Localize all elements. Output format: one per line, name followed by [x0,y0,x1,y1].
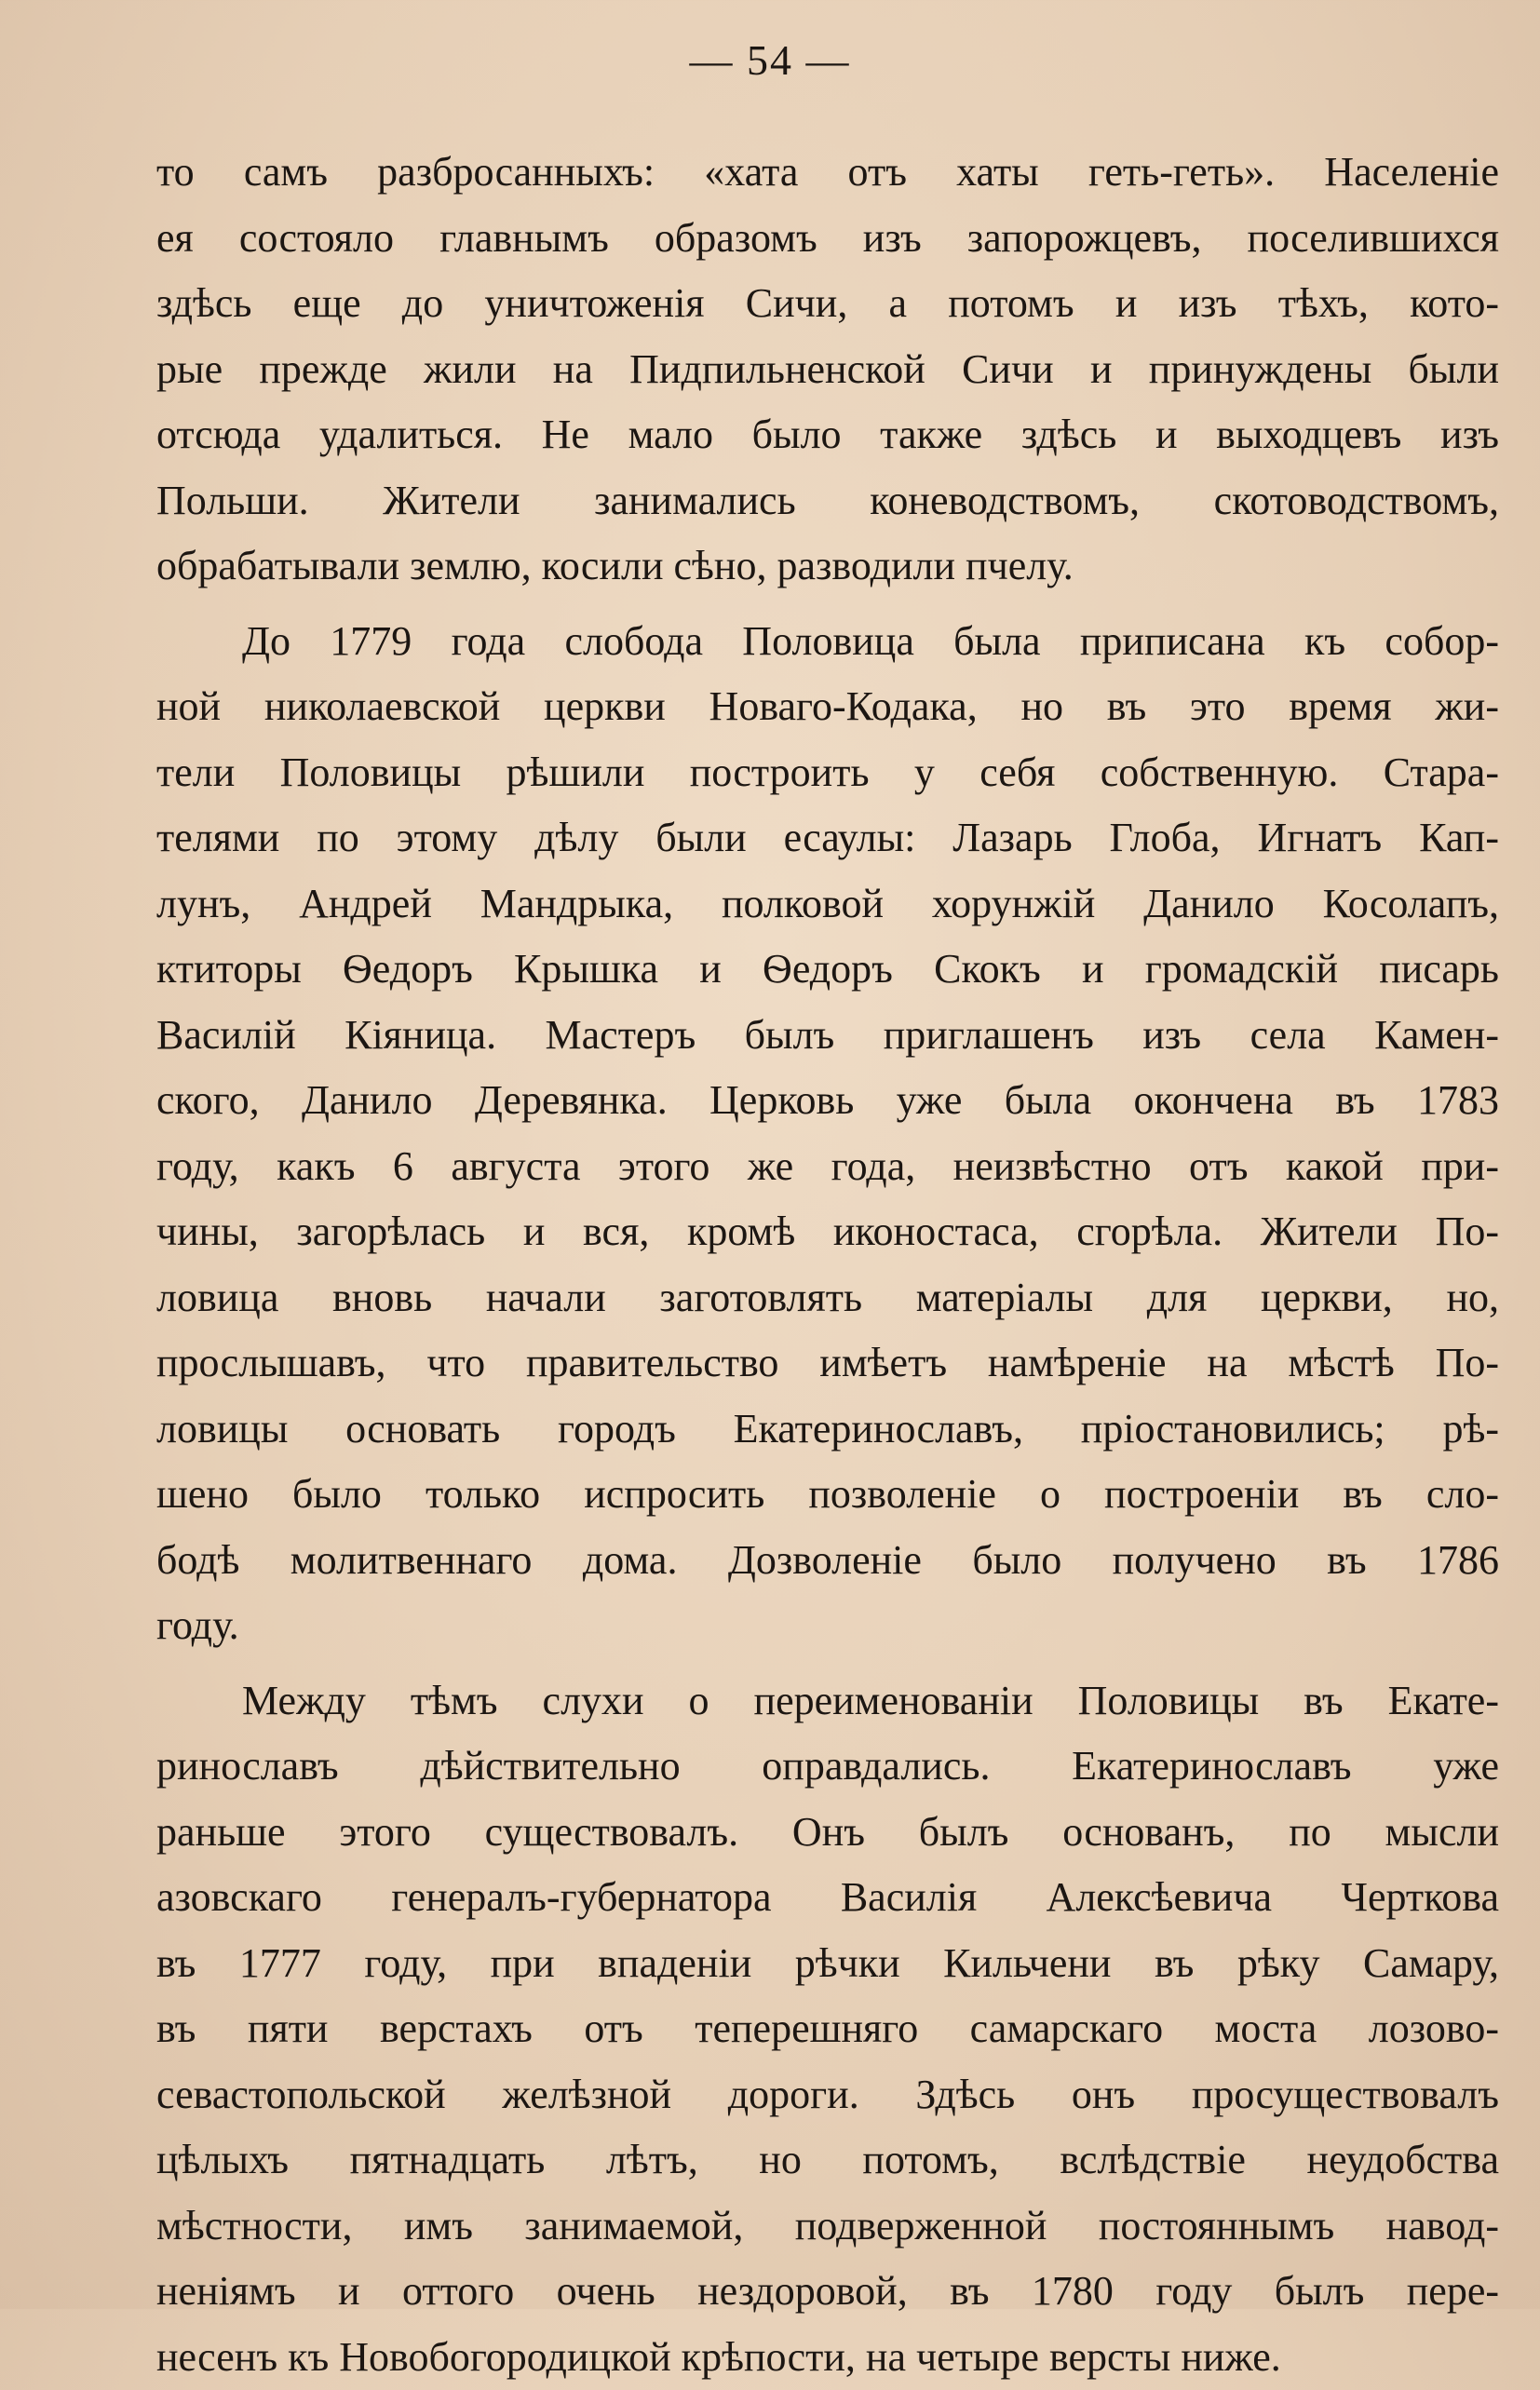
text-line: въ пяти верстахъ отъ теперешняго самарскаго моста лозово- [156,1996,1499,2062]
text-line: ной николаевской церкви Новаго-Кодака, но въ это время жи- [156,674,1499,740]
text-line: телями по этому дѣлу были есаулы: Лазарь Глоба, Игнатъ Кап- [156,805,1499,871]
text-line: прослышавъ, что правительство имѣетъ намѣреніе на мѣстѣ По- [156,1330,1499,1397]
text-line: ловицы основать городъ Екатеринославъ, пріостановились; рѣ- [156,1397,1499,1463]
text-line: ея состояло главнымъ образомъ изъ запорожцевъ, поселившихся [156,206,1499,272]
text-line: бодѣ молитвеннаго дома. Дозволеніе было получено въ 1786 [156,1528,1499,1594]
text-line: До 1779 года слобода Половица была приписана къ собор- [156,609,1499,675]
text-line: лунъ, Андрей Мандрыка, полковой хорунжій Данило Косолапъ, [156,871,1499,938]
text-line: году. [156,1593,1499,1659]
text-line: Василій Кіяница. Мастеръ былъ приглашенъ изъ села Камен- [156,1003,1499,1069]
text-line: году, какъ 6 августа этого же года, неизвѣстно отъ какой при- [156,1134,1499,1200]
text-line: цѣлыхъ пятнадцать лѣтъ, но потомъ, вслѣдствіе неудобства [156,2127,1499,2194]
text-line: рые прежде жили на Пидпильненской Сичи и принуждены были [156,337,1499,403]
text-line: мѣстности, имъ занимаемой, подверженной постояннымъ навод- [156,2194,1499,2260]
text-line: неніямъ и оттого очень нездоровой, въ 1780 году былъ пере- [156,2259,1499,2325]
text-line: севастопольской желѣзной дороги. Здѣсь онъ просуществовалъ [156,2062,1499,2128]
text-line: Польши. Жители занимались коневодствомъ, скотоводствомъ, [156,468,1499,534]
text-line: отсюда удалиться. Не мало было также здѣсь и выходцевъ изъ [156,402,1499,468]
text-body [156,140,1499,2390]
text-line: ктиторы Ѳедоръ Крышка и Ѳедоръ Скокъ и громадскій писарь [156,937,1499,1003]
text-line: ского, Данило Деревянка. Церковь уже была окончена въ 1783 [156,1068,1499,1134]
text-line: обрабатывали землю, косили сѣно, разводили пчелу. [156,533,1499,600]
paragraph [156,1668,1499,2390]
text-line: ринославъ дѣйствительно оправдались. Екатеринославъ уже [156,1734,1499,1800]
text-line: ловица вновь начали заготовлять матеріалы для церкви, но, [156,1265,1499,1331]
text-line: въ 1777 году, при впаденіи рѣчки Кильчени въ рѣку Самару, [156,1931,1499,1997]
page-number: — 54 — [0,35,1540,85]
text-line: несенъ къ Новобогородицкой крѣпости, на четыре версты ниже. [156,2325,1499,2390]
paragraph [156,609,1499,1659]
text-line: азовскаго генералъ-губернатора Василія Алексѣевича Черткова [156,1865,1499,1931]
text-line: то самъ разбросанныхъ: «хата отъ хаты геть-геть». Населеніе [156,140,1499,206]
text-line: чины, загорѣлась и вся, кромѣ иконостаса, сгорѣла. Жители По- [156,1199,1499,1265]
text-line: здѣсь еще до уничтоженія Сичи, а потомъ и изъ тѣхъ, кото- [156,271,1499,337]
text-line: Между тѣмъ слухи о переименованіи Половицы въ Екате- [156,1668,1499,1735]
text-line: раньше этого существовалъ. Онъ былъ основанъ, по мысли [156,1800,1499,1866]
text-line: тели Половицы рѣшили построить у себя собственную. Стара- [156,740,1499,806]
text-line: шено было только испросить позволеніе о построеніи въ сло- [156,1462,1499,1528]
paragraph [156,140,1499,600]
